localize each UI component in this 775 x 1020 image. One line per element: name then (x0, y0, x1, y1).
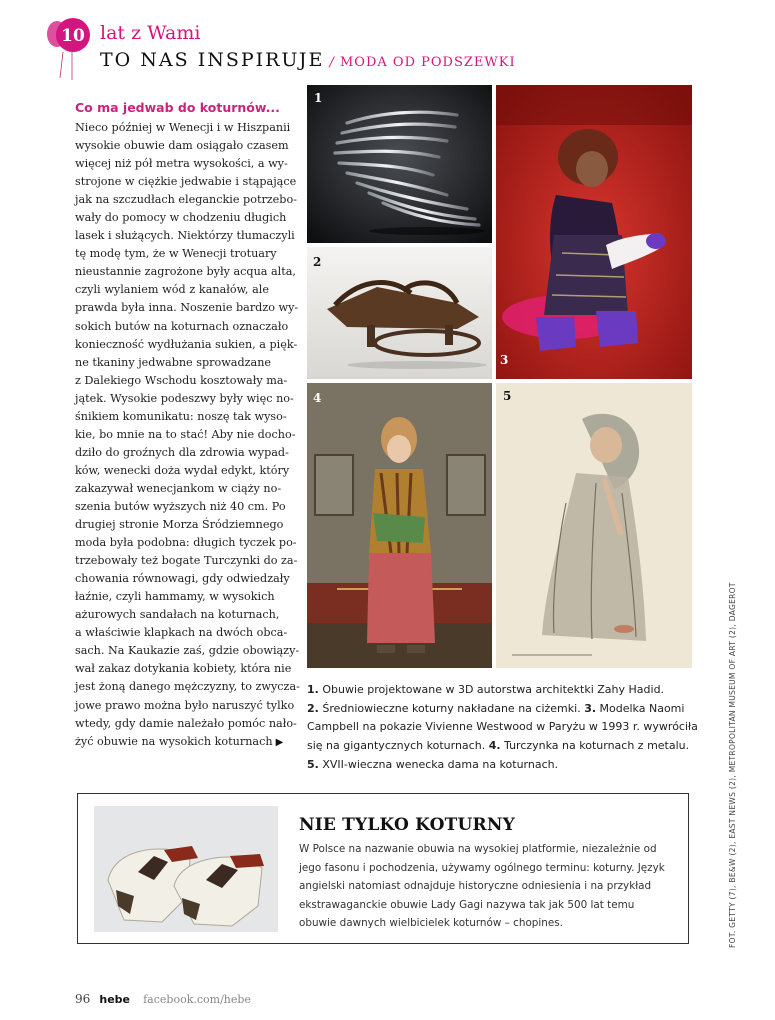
article-line: chowania równowagi, gdy odwiedzały (75, 572, 290, 586)
page-number: 96 (75, 992, 91, 1006)
article-line: łaźnie, czyli hammamy, w wysokich (75, 590, 275, 604)
article-line: nieustannie zagrożone były acqua alta, (75, 265, 296, 279)
article-line: śnikiem komunikatu: noszę tak wyso- (75, 409, 287, 423)
photo-5-venetian-lady (496, 383, 692, 668)
box-photo-chopines (94, 806, 278, 932)
photo-number-1: 1 (314, 91, 323, 105)
article-line: tę modę tym, że w Wenecji trotuary (75, 247, 277, 261)
photo-number-4: 4 (313, 391, 322, 405)
section-heading (100, 49, 516, 71)
article-line: szenia butów wyższych niż 40 cm. Po (75, 499, 286, 513)
caption-1: 1. Obuwie projektowane w 3D autorstwa architektki Zahy Hadid. (307, 683, 665, 696)
article-line: ków, wenecki doża wydał edykt, który (75, 463, 290, 477)
box-title: NIE TYLKO KOTURNY (299, 815, 515, 835)
photo-number-5: 5 (503, 389, 512, 403)
article-title: Co ma jedwab do koturnów... (75, 100, 280, 115)
section-separator: / (329, 55, 335, 70)
article-line: strojone w ciężkie jedwabie i stąpające (75, 175, 297, 189)
box-text: W Polsce na nazwanie obuwia na wysokiej platformie, niezależnie od jego fasonu i pochodzenia, używamy ogólnego terminu: koturny. Język angielski natomiast odnajduje historyczne odniesienia i na przykład ekstrawaganckie obuwie Lady Gagi nazywa tak jak 500 lat temu obuwie dawnych wielbicielek koturnów – chopines. (299, 843, 665, 929)
photo-3-naomi-campbell (496, 85, 692, 379)
anniversary-text: lat z Wami (100, 22, 201, 44)
article-line: prawda była inna. Noszenie bardzo wy- (75, 301, 299, 315)
social-link[interactable]: facebook.com/hebe (143, 993, 251, 1006)
subsection-title: MODA OD PODSZEWKI (340, 55, 516, 70)
photo-1-zaha-hadid-shoe (307, 85, 492, 243)
article-line: jest żoną danego mężczyzny, to zwycza- (75, 680, 300, 694)
article-body (75, 119, 300, 752)
article-line: czyli wylaniem wód z kanałów, ale (75, 283, 269, 297)
article-line: lasek i służących. Niektórzy tłumaczyli (75, 229, 295, 243)
article-line: z Dalekiego Wschodu kosztowały ma- (75, 373, 288, 387)
continue-arrow-icon: ▶ (275, 736, 284, 748)
article-line: kie, bo mnie na to stać! Aby nie docho- (75, 427, 296, 441)
article-line: więcej niż pół metra wysokości, a wy- (75, 157, 288, 171)
article-line: zakazywał wenecjankom w ciąży no- (75, 481, 282, 495)
photo-number-3: 3 (500, 353, 509, 367)
photo-captions (307, 681, 707, 775)
article-line: moda była podobna: długich tyczek po- (75, 536, 297, 550)
brand-logo: hebe (99, 993, 131, 1006)
caption-3: 3. Modelka Naomi Campbell na pokazie Vivienne Westwood w Paryżu w 1993 r. wywróciła się na gigantycznych koturnach. (307, 701, 698, 753)
article-line: sokich butów na koturnach oznaczało (75, 319, 289, 333)
article-line: trzebowały też bogate Turczynki do za- (75, 554, 298, 568)
caption-5: 5. XVII-wieczna wenecka dama na koturnach. (307, 757, 559, 771)
article-line: drugiej stronie Morza Śródziemnego (75, 518, 284, 532)
anniversary-number: 10 (61, 26, 85, 46)
photo-number-2: 2 (313, 255, 322, 269)
article-line: konieczność wydłużania sukien, a pięk- (75, 337, 298, 351)
article-line: jątek. Wysokie podeszwy były więc no- (75, 391, 294, 405)
page-footer (75, 988, 251, 1007)
article-line: jowe prawo można było naruszyć tylko (75, 698, 295, 712)
article-line-last: żyć obuwie na wysokich koturnach ▶ (75, 734, 284, 748)
article-line: jak na szczudłach eleganckie potrzebo- (75, 193, 297, 207)
article-line: Nieco później w Wenecji i w Hiszpanii (75, 121, 291, 134)
photo-credit: FOT. GETTY (7), BE&W (2), EAST NEWS (2), METROPOLITAN MUSEUM OF ART (2), DAGEROT (728, 582, 737, 948)
section-title: TO NAS INSPIRUJE (100, 49, 325, 71)
article-line: sach. Na Kaukazie zaś, gdzie obowiązy- (75, 644, 300, 658)
article-line: wał zakaz dotykania kobiety, która nie (75, 662, 292, 676)
article-line: a właściwie klapkach na dwóch obca- (75, 626, 288, 640)
article-line: dziło do groźnych dla zdrowia wypad- (75, 445, 289, 459)
photo-4-turkish-lady (307, 383, 492, 668)
article-line: wały do pomocy w chodzeniu długich (75, 211, 287, 225)
article-line: ne tkaniny jedwabne sprowadzane (75, 355, 272, 369)
article-line: ażurowych sandałach na koturnach, (75, 608, 280, 622)
caption-4: 4. Turczynka na koturnach z metalu. (488, 739, 690, 753)
anniversary-badge (46, 18, 98, 82)
caption-2: 2. Średniowieczne koturny nakładane na ciżemki. (307, 701, 585, 715)
photo-2-medieval-patten (307, 247, 492, 379)
article-line: wtedy, gdy damie należało pomóc nało- (75, 716, 297, 730)
article-line: wysokie obuwie dam osiągało czasem (75, 139, 289, 153)
